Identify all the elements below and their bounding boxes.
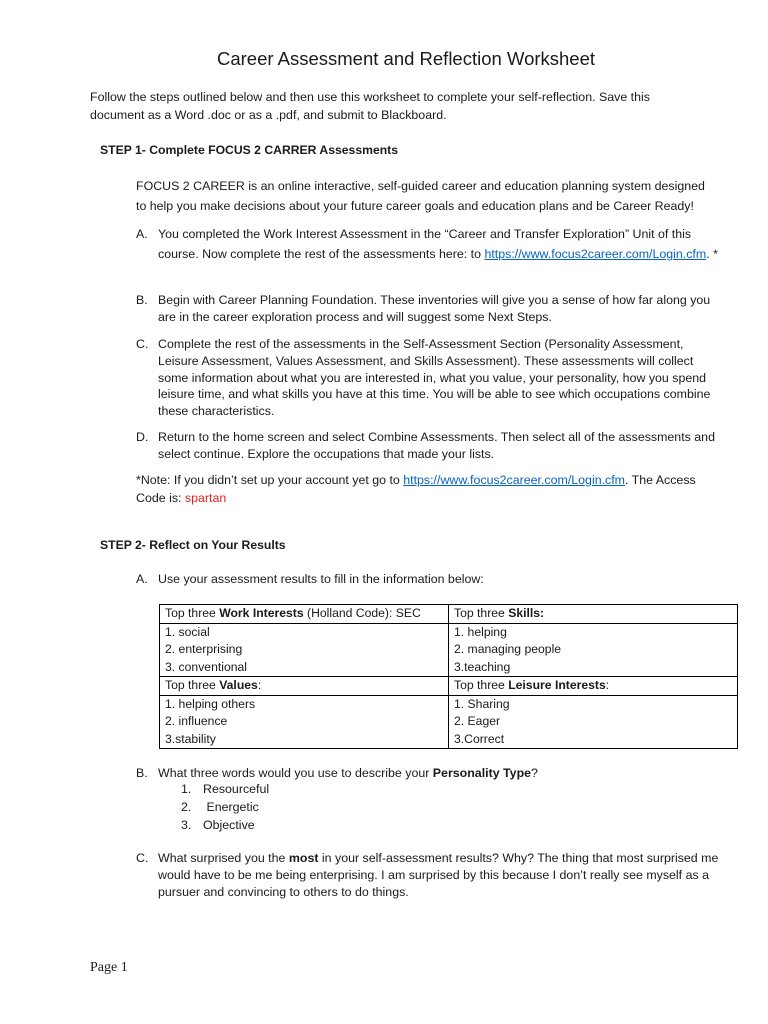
results-table xyxy=(159,604,738,749)
step1-item-a xyxy=(136,224,721,264)
item-letter: A. xyxy=(136,572,148,586)
list-item: 2. Energetic xyxy=(181,799,259,814)
step1-item-c xyxy=(136,336,721,420)
step1-item-d xyxy=(136,429,721,463)
intro-paragraph: Follow the steps outlined below and then use this worksheet to complete your self-reflection. Save this document as a Word .doc or as a .pdf, and submit to Blackboard. xyxy=(90,90,650,122)
item-text: Begin with Career Planning Foundation. These inventories will give you a sense of how far along you are in the career exploration process and will suggest some Next Steps. xyxy=(158,293,711,324)
work-interests-header: Top three Work Interests (Holland Code): SEC xyxy=(160,605,449,624)
access-code: spartan xyxy=(184,490,227,505)
table-header-row xyxy=(160,605,738,624)
item-letter: B. xyxy=(136,293,148,307)
personality-answers xyxy=(181,781,269,834)
table-row xyxy=(160,623,738,677)
item-letter: B. xyxy=(136,766,148,780)
work-interests-cell xyxy=(160,623,449,677)
account-note xyxy=(136,472,721,507)
step2-item-a xyxy=(136,571,721,588)
leisure-header: Top three Leisure Interests: xyxy=(449,677,738,696)
note-suffix: . The Access Code is: xyxy=(136,473,696,505)
leisure-2: 2. Eager xyxy=(454,714,501,728)
skill-3: 3.teaching xyxy=(454,659,511,674)
step2-item-b xyxy=(136,765,721,782)
item-text: Complete the rest of the assessments in the Self-Assessment Section (Personality Assessment, Leisure Assessment, Values Assessment, and Skills Assessment). These assessments will collect some information about what you are interested in, what you value, your personality, how you spend leisure time, and what skills you have at this time. You will be able to see which occupations combine these characteristics. xyxy=(158,337,711,419)
skills-header: Top three Skills: xyxy=(449,605,738,624)
skill-1: 1. helping xyxy=(454,624,507,639)
list-item: 3. Objective xyxy=(181,817,255,832)
leisure-3: 3.Correct xyxy=(454,731,505,746)
item-text: Return to the home screen and select Combine Assessments. Then select all of the assessments and select continue. Explore the occupations that made your lists. xyxy=(158,430,715,461)
skills-cell xyxy=(449,623,738,677)
step2-item-c xyxy=(136,850,721,900)
item-text: You completed the Work Interest Assessment in the “Career and Transfer Exploration” Unit of this course. Now complete the rest of the assessments here: to xyxy=(158,227,692,261)
note-focus2career-link[interactable]: https://www.focus2career.com/Login.cfm xyxy=(403,473,625,487)
table-row xyxy=(160,695,738,749)
item-letter: C. xyxy=(136,337,149,351)
leisure-cell xyxy=(449,695,738,749)
value-1: 1. helping others xyxy=(165,696,256,711)
item-text: Use your assessment results to fill in the information below: xyxy=(158,572,484,586)
leisure-1: 1. Sharing xyxy=(454,696,510,711)
step1-description: FOCUS 2 CAREER is an online interactive, self-guided career and education planning system designed to help you make decisions about your future career goals and education plans and be Career Ready! xyxy=(136,179,705,213)
item-letter: A. xyxy=(136,227,148,241)
page-number: Page 1 xyxy=(90,960,128,975)
note-prefix: *Note: If you didn’t set up your account yet go to xyxy=(136,473,404,487)
value-3: 3.stability xyxy=(165,731,216,746)
step2-heading: STEP 2- Reflect on Your Results xyxy=(100,538,286,552)
item-letter: C. xyxy=(136,851,149,865)
focus2career-link[interactable]: https://www.focus2career.com/Login.cfm xyxy=(484,247,707,261)
work-interest-1: 1. social xyxy=(165,624,210,639)
values-header: Top three Values: xyxy=(160,677,449,696)
step1-heading: STEP 1- Complete FOCUS 2 CARRER Assessments xyxy=(100,143,398,157)
skill-2: 2. managing people xyxy=(454,642,562,656)
step1-item-b xyxy=(136,292,721,326)
value-2: 2. influence xyxy=(165,714,228,728)
work-interest-2: 2. enterprising xyxy=(165,642,243,656)
item-text-suffix: . * xyxy=(706,247,718,261)
work-interest-3: 3. conventional xyxy=(165,659,247,674)
table-header-row xyxy=(160,677,738,696)
values-cell xyxy=(160,695,449,749)
item-letter: D. xyxy=(136,430,149,444)
item-text: What surprised you the most in your self-assessment results? Why? The thing that most surprised me would have to be me being enterprising. I am surprised by this because I don’t really see myself as a pursuer and convincing to others to do things. xyxy=(158,851,719,899)
page-title: Career Assessment and Reflection Worksheet xyxy=(216,48,596,69)
item-text: What three words would you use to describe your Personality Type? xyxy=(158,766,538,780)
list-item: 1. Resourceful xyxy=(181,782,270,796)
